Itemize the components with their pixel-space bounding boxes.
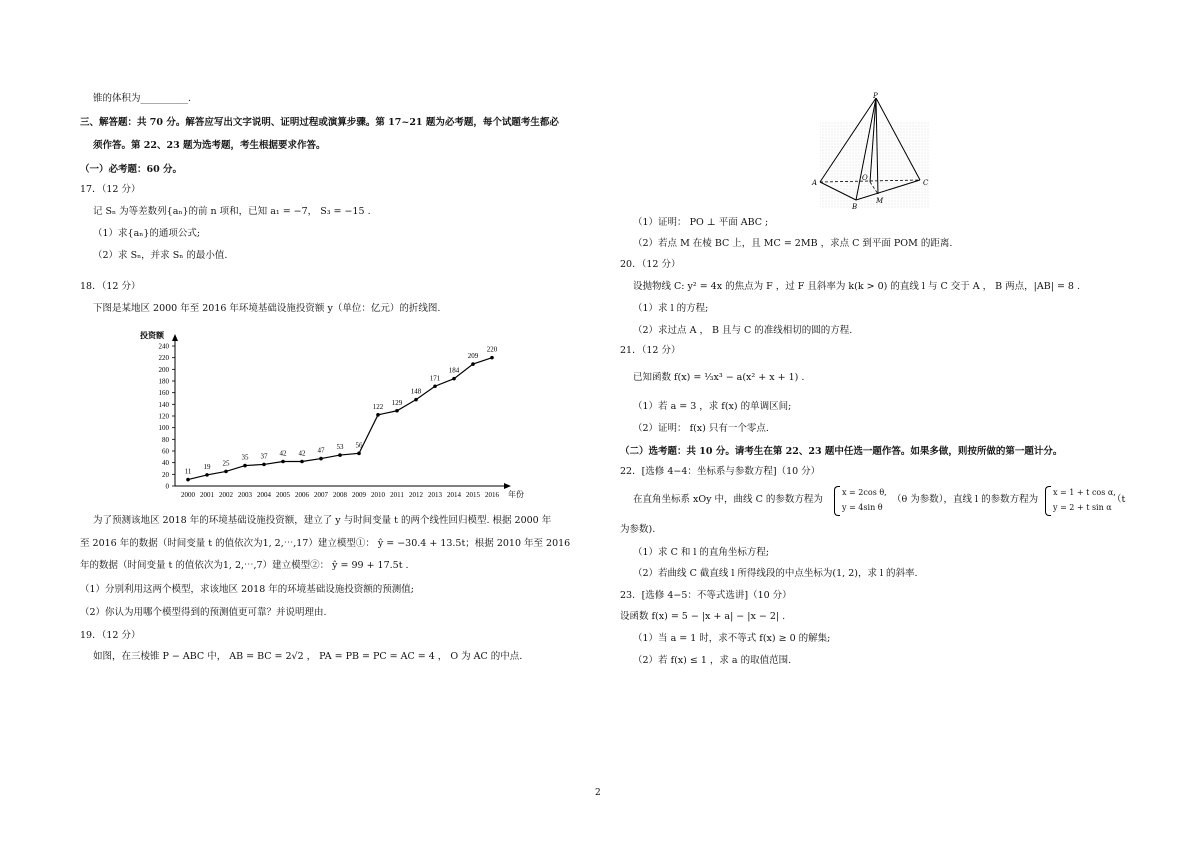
data-label: 209: [467, 352, 479, 361]
curve-param-brace: [834, 486, 840, 516]
q23-stem: 设函数 f(x) = 5 − |x + a| − |x − 2| .: [620, 611, 786, 622]
x-tick-label: 2013: [428, 491, 442, 499]
data-label: 129: [391, 398, 403, 407]
line-param-y: y = 2 + t sin α: [1053, 503, 1112, 512]
label-B: B: [852, 203, 858, 211]
data-point: [433, 384, 437, 388]
x-tick-label: 2011: [390, 491, 404, 499]
data-point: [243, 464, 247, 468]
data-label: 122: [372, 402, 384, 411]
q20-stem: 设抛物线 C: y² = 4x 的焦点为 F ，过 F 且斜率为 k(k > 0) 的直线 l 与 C 交于 A ， B 两点，|AB| = 8 .: [633, 281, 1081, 292]
x-tick-label: 2007: [314, 491, 328, 499]
x-tick-label: 2016: [485, 491, 499, 499]
data-label: 171: [429, 374, 441, 383]
q23-part2: （2）若 f(x) ≤ 1 ，求 a 的取值范围.: [633, 655, 792, 666]
label-C: C: [923, 179, 929, 187]
q22-stem-g: （t: [1112, 494, 1126, 505]
q17-stem: 记 Sₙ 为等差数列{aₙ}的前 n 项和，已知 a₁ = −7， S₃ = −15 .: [93, 206, 371, 217]
x-ticks: [181, 491, 500, 499]
q22-part2: （2）若曲线 C 截直线 l 所得线段的中点坐标为(1, 2)，求 l 的斜率.: [633, 568, 918, 579]
y-tick-label: 140: [158, 400, 169, 409]
part-one-heading: （一）必考题：60 分。: [80, 164, 183, 175]
q23-number: 23．[选修 4−5：不等式选讲]（10 分）: [620, 590, 792, 601]
figure-background: [820, 122, 930, 208]
q20-part2: （2）求过点 A ， B 且与 C 的准线相切的圆的方程.: [633, 325, 853, 336]
x-tick-label: 2010: [371, 491, 385, 499]
x-tick-label: 2000: [181, 491, 195, 499]
data-point: [376, 413, 380, 417]
data-label: 220: [486, 345, 498, 354]
q16-blank-line: 锥的体积为__________.: [93, 93, 192, 104]
data-point: [452, 377, 456, 381]
label-O: O: [862, 174, 868, 182]
data-label: 11: [184, 467, 192, 476]
x-tick-label: 2004: [257, 491, 271, 499]
q21-stem: 已知函数 f(x) = ⅓x³ − a(x² + x + 1) .: [633, 372, 805, 383]
x-tick-label: 2015: [466, 491, 480, 499]
line-param-brace: [1045, 486, 1051, 516]
q22-stem-a: 在直角坐标系 xOy 中，曲线 C 的参数方程为: [633, 494, 823, 505]
data-point: [319, 457, 323, 461]
label-P: P: [873, 92, 878, 100]
y-tick-label: 40: [162, 459, 169, 468]
data-label: 42: [298, 449, 306, 458]
q18-model-1: 至 2016 年的数据（时间变量 t 的值依次为1, 2,⋯,17）建立模型①： ŷ = −30.4 + 13.5t；根据 2010 年至 2016: [80, 538, 571, 549]
y-tick-label: 160: [158, 389, 169, 398]
x-tick-label: 2006: [295, 491, 309, 499]
investment-line-chart: [120, 326, 530, 502]
y-ticks: [159, 343, 176, 491]
x-tick-label: 2001: [200, 491, 214, 499]
data-label: 19: [203, 462, 211, 471]
q18-model-2: 年的数据（时间变量 t 的值依次为1, 2,⋯,7）建立模型②： ŷ = 99 + 17.5t .: [80, 560, 409, 571]
q21-part1: （1）若 a = 3 ，求 f(x) 的单调区间;: [633, 401, 792, 412]
x-tick-label: 2009: [352, 491, 366, 499]
data-label: 53: [336, 443, 344, 452]
data-point: [490, 356, 494, 360]
data-point: [262, 463, 266, 467]
series-line: [188, 358, 492, 480]
part-two-heading: （二）选考题：共 10 分。请考生在第 22、23 题中任选一题作答。如果多做，则按所做的第一题计分。: [620, 446, 1063, 457]
y-tick-label: 0: [165, 482, 169, 491]
y-tick-label: 100: [158, 424, 169, 433]
q21-number: 21．（12 分）: [620, 345, 681, 356]
data-label: 42: [279, 449, 287, 458]
q22-stem-d: （θ 为参数），直线 l 的参数方程为: [892, 494, 1039, 505]
q19-part1: （1）证明： PO ⊥ 平面 ABC ;: [633, 217, 769, 228]
y-tick-label: 120: [158, 412, 169, 421]
q22-number: 22．[选修 4−4：坐标系与参数方程]（10 分）: [620, 466, 821, 477]
q18-part2: （2）你认为用哪个模型得到的预测值更可靠？并说明理由.: [80, 607, 327, 618]
data-point: [357, 452, 361, 456]
q18-stem: 下图是某地区 2000 年至 2016 年环境基础设施投资额 y（单位：亿元）的折线图.: [93, 303, 441, 314]
data-point: [300, 460, 304, 464]
x-axis-label: 年份: [508, 490, 524, 499]
y-tick-label: 180: [158, 377, 169, 386]
label-M: M: [876, 197, 884, 205]
x-tick-label: 2002: [219, 491, 233, 499]
q21-part2: （2）证明： f(x) 只有一个零点.: [633, 423, 769, 434]
y-axis-arrow: [172, 334, 178, 341]
data-point: [205, 473, 209, 477]
x-tick-label: 2012: [409, 491, 423, 499]
data-point: [395, 409, 399, 413]
y-tick-label: 80: [162, 435, 169, 444]
q18-model-intro: 为了预测该地区 2018 年的环境基础设施投资额，建立了 y 与时间变量 t 的两个线性回归模型. 根据 2000 年: [93, 515, 552, 526]
q18-number: 18．（12 分）: [80, 281, 141, 292]
q19-number: 19．（12 分）: [80, 630, 141, 641]
data-label: 25: [222, 459, 230, 468]
curve-param-x: x = 2cos θ,: [842, 488, 887, 497]
pyramid-figure: [810, 92, 940, 212]
q19-part2: （2）若点 M 在棱 BC 上，且 MC = 2MB ，求点 C 到平面 POM 的距离.: [633, 238, 953, 249]
data-point: [224, 470, 228, 474]
y-tick-label: 60: [162, 447, 169, 456]
data-label: 148: [410, 387, 422, 396]
data-point: [338, 453, 342, 457]
y-axis-label: 投资额: [140, 331, 164, 340]
data-label: 35: [241, 453, 249, 462]
y-tick-label: 220: [158, 354, 169, 363]
data-points: [186, 356, 494, 482]
q20-part1: （1）求 l 的方程;: [633, 303, 709, 314]
q22-stem-cont: 为参数).: [620, 524, 656, 535]
x-tick-label: 2005: [276, 491, 290, 499]
q20-number: 20．（12 分）: [620, 259, 681, 270]
y-tick-label: 240: [158, 342, 169, 351]
q17-number: 17．（12 分）: [80, 184, 141, 195]
q17-part2: （2）求 Sₙ，并求 Sₙ 的最小值.: [93, 250, 228, 261]
x-tick-label: 2014: [447, 491, 461, 499]
x-axis-arrow: [504, 483, 511, 489]
x-tick-label: 2008: [333, 491, 347, 499]
q23-part1: （1）当 a = 1 时，求不等式 f(x) ≥ 0 的解集;: [633, 633, 831, 644]
data-point: [281, 460, 285, 464]
data-label: 56: [355, 441, 363, 450]
chart-axes: [140, 330, 524, 499]
q19-stem: 如图，在三棱锥 P − ABC 中， AB = BC = 2√2 ， PA = PB = PC = AC = 4 ， O 为 AC 的中点.: [93, 651, 523, 662]
curve-param-y: y = 4sin θ: [842, 503, 883, 512]
page-number: 2: [595, 788, 601, 798]
q17-part1: （1）求{aₙ}的通项公式;: [93, 228, 201, 239]
q22-part1: （1）求 C 和 l 的直角坐标方程;: [633, 547, 770, 558]
q18-part1: （1）分别利用这两个模型，求该地区 2018 年的环境基础设施投资额的预测值;: [80, 584, 414, 595]
section-three-heading: 三、解答题：共 70 分。解答应写出文字说明、证明过程或演算步骤。第 17~21 题为必考题，每个试题考生都必: [80, 117, 559, 128]
data-point: [471, 362, 475, 366]
section-three-heading-cont: 须作答。第 22、23 题为选考题，考生根据要求作答。: [93, 140, 326, 151]
data-point: [186, 478, 190, 482]
line-param-x: x = 1 + t cos α,: [1053, 488, 1116, 497]
y-tick-label: 20: [162, 470, 169, 479]
data-label: 47: [317, 446, 325, 455]
y-tick-label: 200: [158, 365, 169, 374]
label-A: A: [812, 179, 818, 187]
data-point: [414, 398, 418, 402]
data-label: 37: [260, 452, 268, 461]
x-tick-label: 2003: [238, 491, 252, 499]
data-label: 184: [448, 366, 460, 375]
